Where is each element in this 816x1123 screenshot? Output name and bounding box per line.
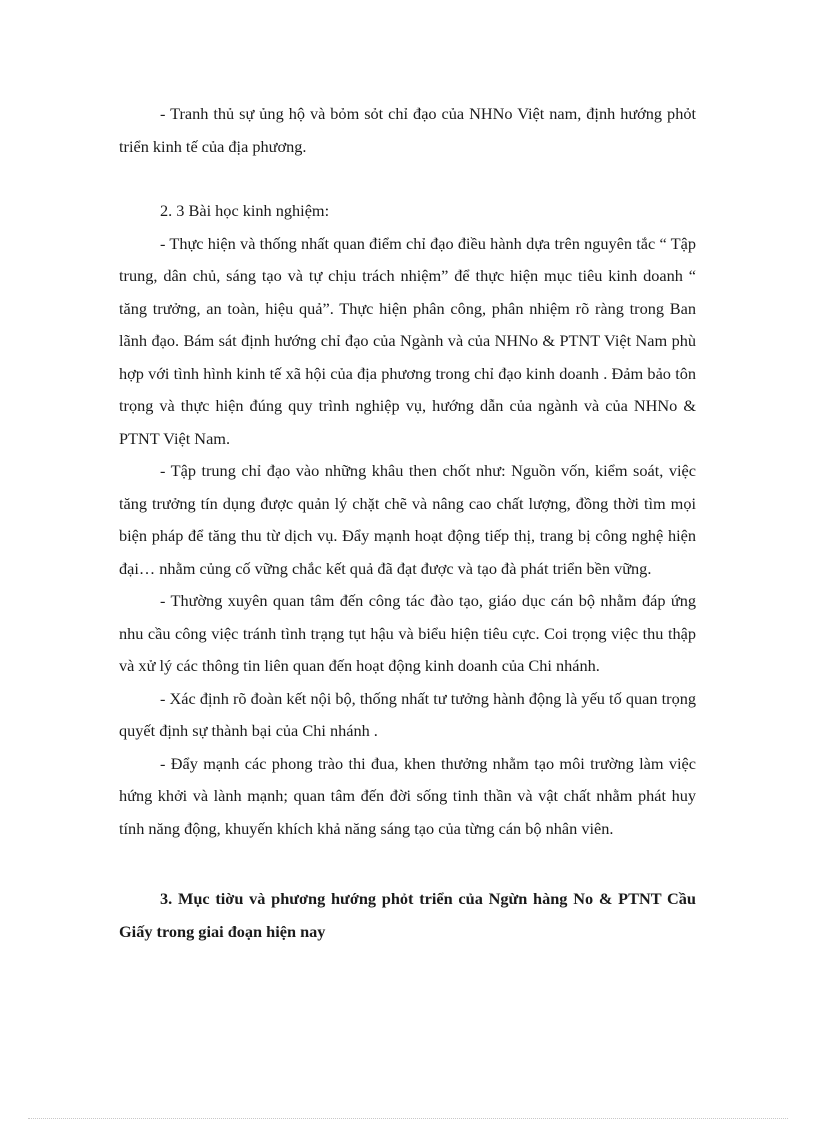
paragraph-support-guidance: - Tranh thủ sự ủng hộ và bỏm sỏt chỉ đạo của NHNo Việt nam, định hướng phỏt triển kinh tế của địa phương. (119, 104, 696, 156)
paragraph-lesson-3: - Thường xuyên quan tâm đến công tác đào tạo, giáo dục cán bộ nhằm đáp ứng nhu cầu công việc tránh tình trạng tụt hậu và biểu hiện tiêu cực. Coi trọng việc thu thập và xử lý các thông tin liên quan đến hoạt động kinh doanh của Chi nhánh. (119, 591, 696, 675)
page-footer-divider (28, 1118, 788, 1119)
section-heading: 3. Mục tiờu và phương hướng phỏt triển của Ngừn hàng No & PTNT Cầu Giấy trong giai đoạn hiện nay (119, 889, 696, 941)
paragraph-lesson-5: - Đẩy mạnh các phong trào thi đua, khen thưởng nhằm tạo môi trường làm việc hứng khởi và lành mạnh; quan tâm đến đời sống tinh thần và vật chất nhằm phát huy tính năng động, khuyến khích khả năng sáng tạo của từng cán bộ nhân viên. (119, 753, 696, 838)
subsection-heading-lessons: 2. 3 Bài học kinh nghiệm: (160, 201, 330, 220)
paragraph-lesson-2: - Tập trung chỉ đạo vào những khâu then chốt như: Nguồn vốn, kiểm soát, việc tăng trưởng tín dụng được quản lý chặt chẽ và nâng cao chất lượng, đồng thời tìm mọi biện pháp để tăng thu từ dịch vụ. Đẩy mạnh hoạt động tiếp thị, trang bị công nghệ hiện đại… nhằm củng cố vững chắc kết quả đã đạt được và tạo đà phát triển bền vững. (119, 461, 696, 578)
paragraph-lesson-4: - Xác định rõ đoàn kết nội bộ, thống nhất tư tưởng hành động là yếu tố quan trọng quyết định sự thành bại của Chi nhánh . (119, 688, 696, 740)
paragraph-lesson-1: - Thực hiện và thống nhất quan điểm chỉ đạo điều hành dựa trên nguyên tắc “ Tập trung, dân chủ, sáng tạo và tự chịu trách nhiệm” để thực hiện mục tiêu kinh doanh “ tăng trưởng, an toàn, hiệu quả”. Thực hiện phân công, phân nhiệm rõ ràng trong Ban lãnh đạo. Bám sát định hướng chỉ đạo của Ngành và của NHNo & PTNT Việt Nam phù hợp với tình hình kinh tế xã hội của địa phương trong chỉ đạo kinh doanh . Đảm bảo tôn trọng và thực hiện đúng quy trình nghiệp vụ, hướng dẫn của ngành và của NHNo & PTNT Việt Nam. (119, 233, 696, 448)
document-body (119, 98, 696, 948)
